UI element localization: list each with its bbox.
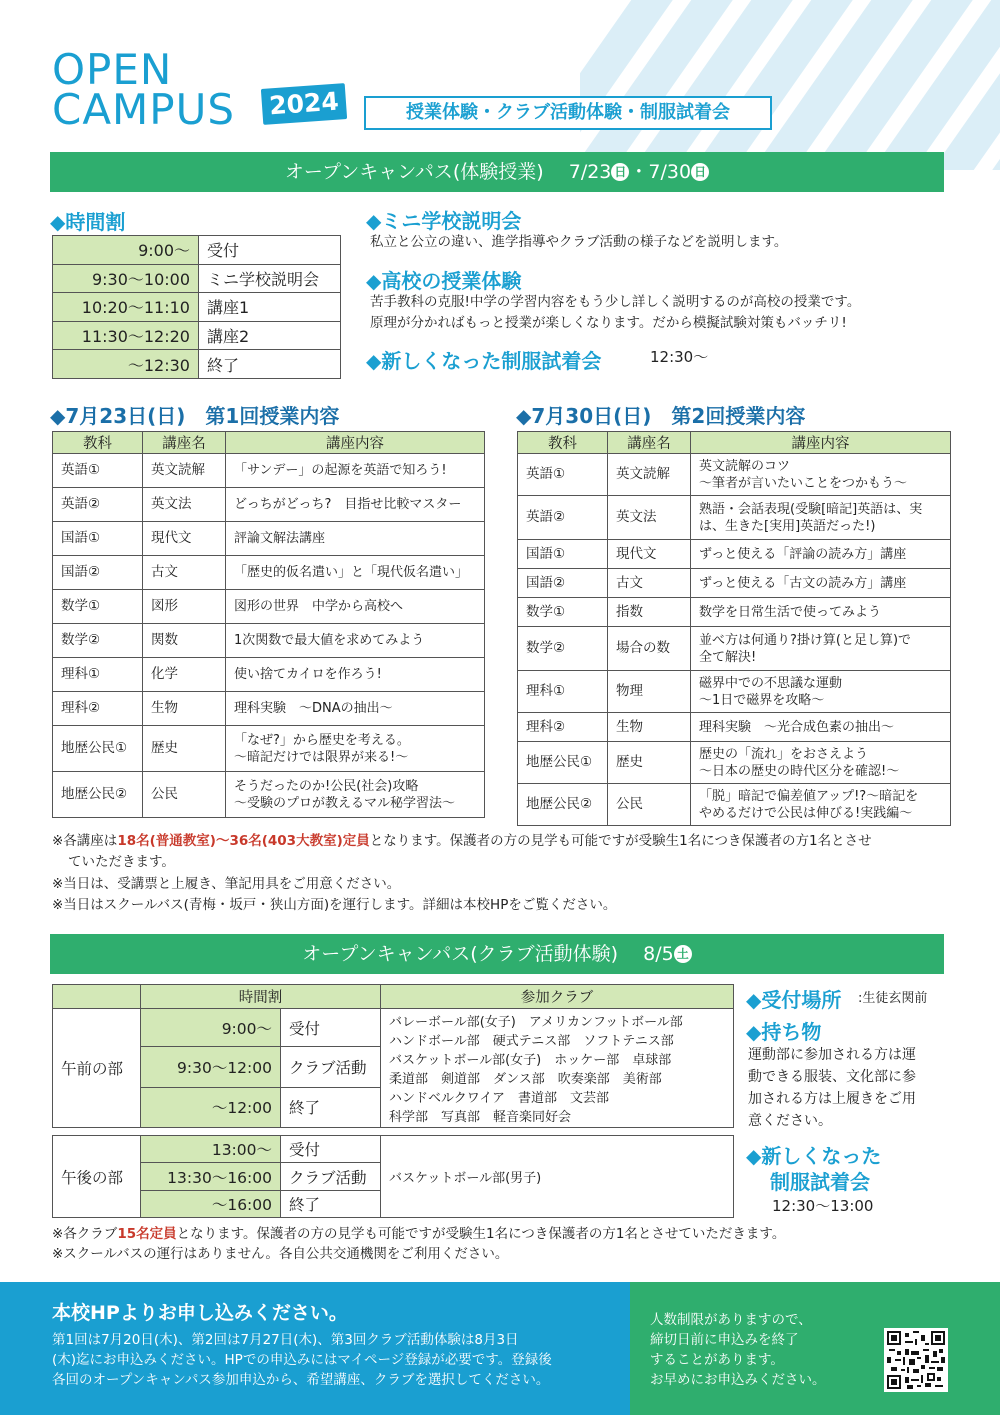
note-items: ※当日は、受講票と上履き、筆記用具をご用意ください。 (52, 876, 401, 892)
column-header: 講座内容 (226, 432, 485, 454)
content-cell: 数学を日常生活で使ってみよう (691, 598, 951, 627)
column-header: 講座内容 (691, 432, 951, 454)
table-row (518, 540, 951, 569)
schedule-label: ミニ学校説明会 (199, 264, 341, 293)
content-cell: 「なぜ?」から歴史を考える。 〜暗記だけでは限界が来る!〜 (226, 726, 485, 772)
note-text: ※各講座は (52, 833, 118, 849)
content-cell: 並べ方は何通り?掛け算(と足し算)で 全て解決! (691, 627, 951, 671)
day1-course-table (52, 431, 485, 818)
footer-heading: 本校HPよりお申し込みください。 (52, 1302, 348, 1324)
course-cell: 古文 (608, 569, 691, 598)
uniform-heading: ◆新しくなった制服試着会 (366, 349, 602, 373)
course-cell: 英文読解 (608, 454, 691, 496)
note-capacity-cont: ていただきます。 (68, 854, 175, 870)
table-row (53, 350, 341, 379)
club-label: 受付 (281, 1009, 381, 1047)
club-uniform-time: 12:30〜13:00 (772, 1197, 874, 1215)
club-label: クラブ活動 (281, 1047, 381, 1087)
subject-cell: 国語① (518, 540, 608, 569)
table-header-row (53, 985, 734, 1009)
note-text: となります。保護者の方の見学も可能ですが受験生1名につき保護者の方1名とさせ (369, 833, 872, 849)
club-time: 〜12:00 (141, 1087, 281, 1127)
table-row (518, 742, 951, 784)
mini-briefing-heading: ◆ミニ学校説明会 (366, 209, 522, 233)
banner-trial-text: オープンキャンパス(体験授業) 7/23 (284, 161, 612, 183)
note-text: ※各クラブ (52, 1226, 118, 1242)
note-text: となります。保護者の方の見学も可能ですが受験生1名につき保護者の方1名とさせていただきます。 (176, 1226, 786, 1242)
class-trial-heading: ◆高校の授業体験 (366, 269, 522, 293)
subject-cell: 地歴公民② (518, 784, 608, 826)
content-cell: 歴史の「流れ」をおさえよう 〜日本の歴史の時代区分を確認!〜 (691, 742, 951, 784)
am-club-list: バレーボール部(女子) アメリカンフットボール部 ハンドボール部 硬式テニス部 ソフトテニス部 バスケットボール部(女子) ホッケー部 卓球部 柔道部 剣道部 ダンス部 吹奏楽部 美術部 ハンドベルクワイア 書道部 文芸部 科学部 写真部 軽音楽同好会 (381, 1009, 734, 1128)
table-header-row (53, 432, 485, 454)
club-note-capacity (52, 1224, 952, 1245)
course-cell: 歴史 (608, 742, 691, 784)
club-label: 終了 (281, 1191, 381, 1218)
table-row (53, 726, 485, 772)
subject-cell: 英語① (518, 454, 608, 496)
course-cell: 化学 (143, 658, 226, 692)
footer-text: 第1回は7月20日(木)、第2回は7月27日(木)、第3回クラブ活動体験は8月3日 (木)迄にお申込みください。HPでの申込みにはマイページ登録が必要です。登録後 各回のオープンキャンパス参加申込から、希望講座、クラブを選択してください。 (52, 1332, 552, 1388)
subject-cell: 国語② (53, 556, 143, 590)
subject-cell: 理科② (53, 692, 143, 726)
banner-club-text: オープンキャンパス(クラブ活動体験) 8/5 (302, 943, 674, 965)
course-cell: 古文 (143, 556, 226, 590)
note-bus: ※当日はスクールバス(青梅・坂戸・狭山方面)を運行します。詳細は本校HPをご覧ください。 (52, 897, 617, 913)
course-cell: 公民 (143, 772, 226, 818)
content-cell: 英文読解のコツ 〜筆者が言いたいことをつかもう〜 (691, 454, 951, 496)
footer-notice: 人数制限がありますので、 締切日前に申込みを終了 することがあります。 お早めにお申込みください。 (650, 1312, 826, 1388)
subject-cell: 英語② (53, 488, 143, 522)
pm-club-list: バスケットボール部(男子) (381, 1136, 734, 1218)
club-uniform-heading-1: ◆新しくなった (746, 1144, 882, 1168)
content-cell: どっちがどっち? 目指せ比較マスター (226, 488, 485, 522)
subject-cell: 数学② (53, 624, 143, 658)
qr-code-graphic (887, 1331, 945, 1389)
course-cell: 英文読解 (143, 454, 226, 488)
course-cell: 歴史 (143, 726, 226, 772)
content-cell: 1次関数で最大値を求めてみよう (226, 624, 485, 658)
table-row (53, 1009, 734, 1047)
subject-cell: 地歴公民① (53, 726, 143, 772)
table-row (53, 522, 485, 556)
club-time: 〜16:00 (141, 1191, 281, 1218)
class-trial-text-1: 苦手教科の克服!中学の学習内容をもう少し詳しく説明するのが高校の授業です。 (370, 294, 861, 310)
subject-cell: 英語② (518, 496, 608, 540)
content-cell: 「サンデー」の起源を英語で知ろう! (226, 454, 485, 488)
content-cell: 磁界中での不思議な運動 〜1日で磁界を攻略〜 (691, 671, 951, 713)
subject-cell: 数学① (53, 590, 143, 624)
course-cell: 現代文 (608, 540, 691, 569)
table-row (53, 293, 341, 322)
subject-cell: 国語① (53, 522, 143, 556)
table-row (53, 624, 485, 658)
course-cell: 関数 (143, 624, 226, 658)
am-label: 午前の部 (53, 1009, 141, 1128)
content-cell: ずっと使える「評論の読み方」講座 (691, 540, 951, 569)
course-cell: 現代文 (143, 522, 226, 556)
club-time: 9:30〜12:00 (141, 1047, 281, 1087)
table-row (53, 590, 485, 624)
club-time: 13:00〜 (141, 1136, 281, 1163)
schedule-heading: ◆時間割 (50, 210, 126, 234)
banner-trial-class (50, 152, 944, 192)
column-header: 時間割 (141, 985, 381, 1009)
subject-cell: 理科② (518, 713, 608, 742)
subject-cell: 英語① (53, 454, 143, 488)
content-cell: 「歴史的仮名遣い」と「現代仮名遣い」 (226, 556, 485, 590)
table-row (53, 488, 485, 522)
page-title (52, 45, 236, 134)
course-cell: 生物 (608, 713, 691, 742)
course-cell: 生物 (143, 692, 226, 726)
content-cell: 評論文解法講座 (226, 522, 485, 556)
content-cell: そうだったのか!公民(社会)攻略 〜受験のプロが教えるマル秘学習法〜 (226, 772, 485, 818)
column-header: 教科 (53, 432, 143, 454)
day2-course-table (517, 431, 951, 826)
table-row (518, 496, 951, 540)
column-header: 参加クラブ (381, 985, 734, 1009)
club-time: 9:00〜 (141, 1009, 281, 1047)
column-header: 講座名 (608, 432, 691, 454)
note-capacity (52, 831, 952, 852)
reception-place: :生徒玄関前 (858, 991, 928, 1006)
day2-heading: ◆7月30日(日) 第2回授業内容 (516, 404, 806, 428)
course-cell: 公民 (608, 784, 691, 826)
banner-club-trial (50, 934, 944, 974)
table-row (518, 598, 951, 627)
items-heading: ◆持ち物 (746, 1020, 822, 1044)
course-cell: 物理 (608, 671, 691, 713)
table-row (518, 671, 951, 713)
subtitle-box: 授業体験・クラブ活動体験・制服試着会 (364, 96, 772, 130)
table-row (518, 784, 951, 826)
table-row (53, 1136, 734, 1163)
day-circle-sun-2: 日 (691, 163, 709, 181)
table-row (518, 454, 951, 496)
table-row (53, 658, 485, 692)
schedule-table (52, 235, 341, 379)
subject-cell: 地歴公民② (53, 772, 143, 818)
schedule-time: 9:00〜 (53, 236, 199, 265)
subject-cell: 数学① (518, 598, 608, 627)
content-cell: 図形の世界 中学から高校へ (226, 590, 485, 624)
table-row (518, 627, 951, 671)
table-row (53, 772, 485, 818)
table-row (53, 264, 341, 293)
club-label: 終了 (281, 1087, 381, 1127)
course-cell: 英文法 (143, 488, 226, 522)
content-cell: 理科実験 〜DNAの抽出〜 (226, 692, 485, 726)
subject-cell: 理科① (518, 671, 608, 713)
course-cell: 指数 (608, 598, 691, 627)
subject-cell: 理科① (53, 658, 143, 692)
table-row (53, 454, 485, 488)
content-cell: 使い捨てカイロを作ろう! (226, 658, 485, 692)
subject-cell: 地歴公民① (518, 742, 608, 784)
schedule-label: 終了 (199, 350, 341, 379)
club-time: 13:30〜16:00 (141, 1163, 281, 1191)
schedule-time: 〜12:30 (53, 350, 199, 379)
schedule-label: 講座2 (199, 321, 341, 350)
table-row (53, 556, 485, 590)
mini-briefing-text: 私立と公立の違い、進学指導やクラブ活動の様子などを説明します。 (370, 234, 788, 250)
day1-heading: ◆7月23日(日) 第1回授業内容 (50, 404, 340, 428)
day-circle-sun-1: 日 (611, 163, 629, 181)
content-cell: 理科実験 〜光合成色素の抽出〜 (691, 713, 951, 742)
schedule-label: 講座1 (199, 293, 341, 322)
column-header: 教科 (518, 432, 608, 454)
table-row (518, 713, 951, 742)
schedule-time: 10:20〜11:10 (53, 293, 199, 322)
content-cell: ずっと使える「古文の読み方」講座 (691, 569, 951, 598)
table-row (53, 321, 341, 350)
title-line1: OPEN (52, 45, 173, 94)
class-trial-text-2: 原理が分かればもっと授業が楽しくなります。だから模擬試験対策もバッチリ! (370, 315, 847, 331)
club-note-highlight: 15名定員 (117, 1226, 177, 1242)
club-table (52, 984, 734, 1218)
subject-cell: 国語② (518, 569, 608, 598)
note-capacity-highlight: 18名(普通教室)〜36名(403大教室)定員 (117, 833, 370, 849)
column-header: 講座名 (143, 432, 226, 454)
pm-label: 午後の部 (53, 1136, 141, 1218)
uniform-time: 12:30〜 (650, 348, 709, 366)
banner-trial-mid: ・7/30 (629, 161, 692, 183)
table-row (53, 692, 485, 726)
items-text: 運動部に参加される方は運 動できる服装、文化部に参 加される方は上履きをご用 意ください。 (748, 1047, 916, 1129)
course-cell: 場合の数 (608, 627, 691, 671)
club-label: 受付 (281, 1136, 381, 1163)
schedule-time: 11:30〜12:20 (53, 321, 199, 350)
reception-heading: ◆受付場所 (746, 988, 842, 1012)
course-cell: 図形 (143, 590, 226, 624)
content-cell: 熟語・会話表現(受験[暗記]英語は、実 は、生きた[実用]英語だった!) (691, 496, 951, 540)
course-cell: 英文法 (608, 496, 691, 540)
content-cell: 「脱」暗記で偏差値アップ!?〜暗記を やめるだけで公民は伸びる!実践編〜 (691, 784, 951, 826)
year-badge: 2024 (261, 83, 347, 125)
table-row (518, 569, 951, 598)
title-line2: CAMPUS (52, 85, 236, 134)
club-label: クラブ活動 (281, 1163, 381, 1191)
table-header-row (518, 432, 951, 454)
day-circle-sat: 土 (674, 945, 692, 963)
schedule-label: 受付 (199, 236, 341, 265)
club-note-bus: ※スクールバスの運行はありません。各自公共交通機関をご利用ください。 (52, 1246, 509, 1262)
header-stripes (580, 0, 1000, 170)
subject-cell: 数学② (518, 627, 608, 671)
club-uniform-heading-2: 制服試着会 (770, 1170, 870, 1194)
qr-code-icon[interactable] (884, 1328, 948, 1392)
schedule-time: 9:30〜10:00 (53, 264, 199, 293)
table-row (53, 236, 341, 265)
